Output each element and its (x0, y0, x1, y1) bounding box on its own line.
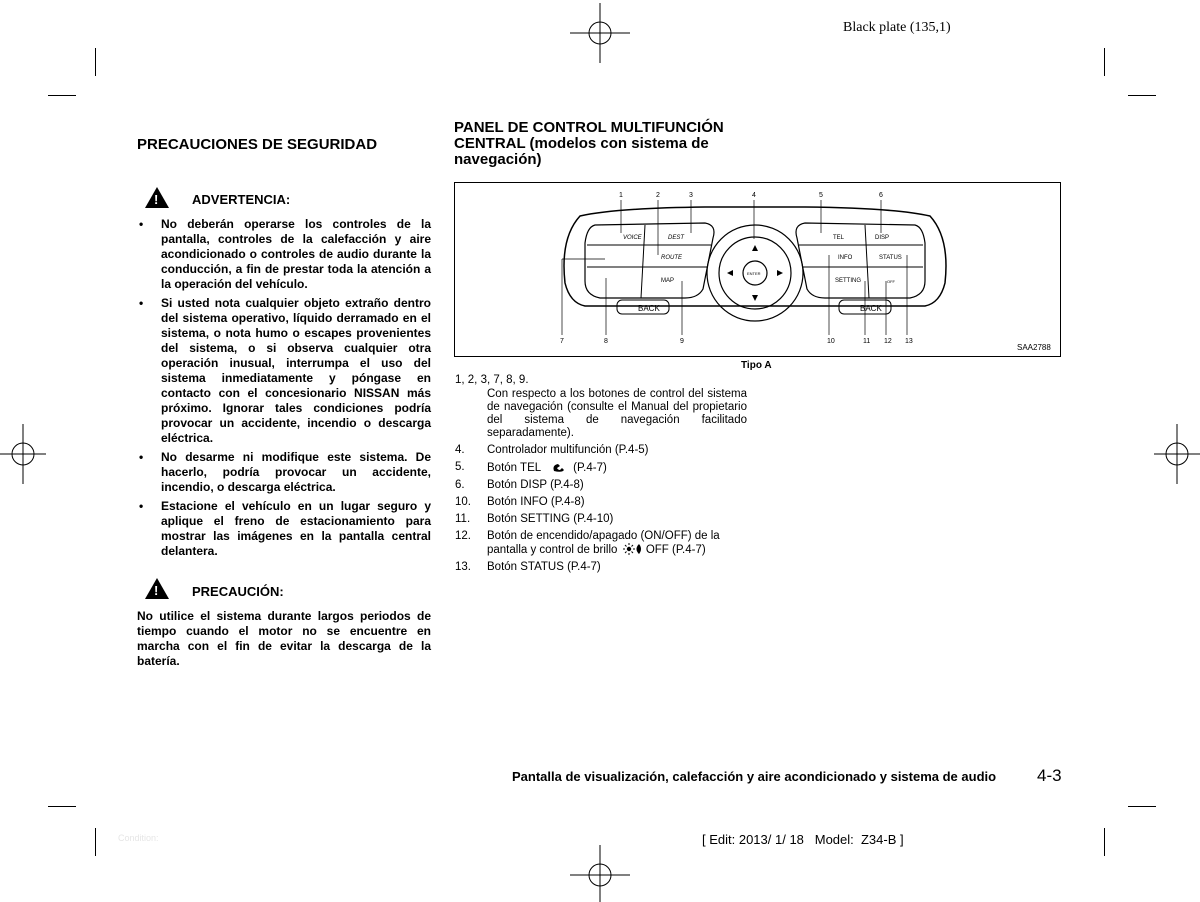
setting-button-label: SETTING (835, 278, 862, 284)
callout-number: 13 (905, 338, 913, 345)
list-text: Botón de encendido/apagado (ON/OFF) de la pantalla y control de brillo (487, 530, 720, 556)
callout-number: 5 (819, 192, 823, 199)
crop-mark (1128, 806, 1156, 807)
warning-triangle-icon: ! (145, 578, 169, 600)
panel-title-line2: CENTRAL (modelos con sistema de (454, 135, 709, 152)
callout-number: 9 (680, 338, 684, 345)
button-list (455, 374, 747, 578)
list-number: 13. (455, 561, 471, 573)
callout-number: 8 (604, 338, 608, 345)
warning-item: • Estacione el vehículo en un lugar seguro y aplique el freno de estacionamiento para mostrar las imágenes en la pantalla central delantera. (137, 499, 431, 559)
crop-mark (95, 828, 96, 856)
list-text-suffix: OFF (P.4-7) (645, 544, 706, 556)
crop-mark (1104, 828, 1105, 856)
warning-heading: ADVERTENCIA: (192, 192, 291, 207)
list-number: 11. (455, 513, 471, 525)
callout-number: 12 (884, 338, 892, 345)
list-number: 6. (455, 479, 465, 491)
list-number: 4. (455, 444, 465, 456)
list-text: Controlador multifunción (P.4-5) (487, 444, 649, 456)
back-button-label: BACK (860, 304, 882, 313)
edit-info: [ Edit: 2013/ 1/ 18 Model: Z34-B ] (702, 832, 904, 847)
crop-mark (48, 95, 76, 96)
list-item (455, 461, 747, 475)
list-item (455, 444, 747, 457)
registration-crosshair-icon (570, 3, 630, 63)
registration-crosshair-icon (570, 845, 630, 902)
disp-button-label: DISP (875, 235, 890, 241)
warning-item: • No deberán operarse los controles de la pantalla, controles de la calefacción y aire acondicionado o controles de audio durante la conducción, a fin de prestar toda la atención a la operación del vehículo. (137, 217, 431, 292)
list-item (455, 496, 747, 509)
callout-number: 6 (879, 192, 883, 199)
list-text: Botón INFO (P.4-8) (487, 496, 585, 508)
info-button-label: INFO (838, 255, 853, 261)
crop-mark (1128, 95, 1156, 96)
enter-button-label: ENTER (747, 271, 761, 276)
dest-button-label: DEST (668, 235, 685, 241)
tel-button-label: TEL (833, 235, 845, 241)
status-button-label: STATUS (879, 255, 902, 261)
callout-number: 7 (560, 338, 564, 345)
registration-crosshair-icon (0, 424, 46, 484)
list-item (455, 513, 747, 526)
caution-heading: PRECAUCIÓN: (192, 584, 284, 599)
list-text: Botón SETTING (P.4-10) (487, 513, 614, 525)
callout-number: 3 (689, 192, 693, 199)
callout-number: 10 (827, 338, 835, 345)
list-item (455, 530, 747, 557)
page-number: 4-3 (1037, 766, 1062, 785)
section-title: PRECAUCIONES DE SEGURIDAD (137, 136, 378, 153)
callout-number: 2 (656, 192, 660, 199)
list-item: 1, 2, 3, 7, 8, 9. (455, 374, 529, 386)
panel-title-line1: PANEL DE CONTROL MULTIFUNCIÓN (454, 119, 724, 136)
warning-triangle-icon: ! (145, 187, 169, 209)
list-item (455, 561, 747, 574)
list-number: 12. (455, 530, 471, 542)
list-text-suffix: (P.4-7) (573, 462, 607, 474)
list-number: 5. (455, 461, 465, 473)
voice-button-label: VOICE (623, 235, 642, 241)
crop-mark (95, 48, 96, 76)
plate-label: Black plate (135,1) (843, 20, 951, 35)
warning-item: • Si usted nota cualquier objeto extraño dentro del sistema operativo, líquido derramado en el sistema, o nota humo o escapes provenientes del sistema, o si observa cualquier otra operación inusual, interrumpa el uso del sistema inmediatamente y póngase en contacto con el concesionario NISSAN más próximo. Ignorar tales condiciones podría provocar un accidente, incendio o descarga eléctrica. (137, 296, 431, 446)
map-button-label: MAP (661, 278, 675, 284)
condition-label: Condition: (118, 833, 159, 843)
caution-text: No utilice el sistema durante largos periodos de tiempo cuando el motor no se encuentre en marcha con el fin de evitar la descarga de la batería. (137, 609, 431, 668)
panel-title-line3: navegación) (454, 151, 542, 168)
list-item (455, 479, 747, 492)
list-text: Botón STATUS (P.4-7) (487, 561, 601, 573)
warning-item: • No desarme ni modifique este sistema. De hacerlo, podría provocar un accidente, incendio, o descarga eléctrica. (137, 450, 431, 495)
footer-title: Pantalla de visualización, calefacción y aire acondicionado y sistema de audio (512, 769, 997, 784)
list-number: 10. (455, 496, 471, 508)
crop-mark (48, 806, 76, 807)
figure-caption: Tipo A (741, 360, 772, 371)
callout-number: 4 (752, 192, 756, 199)
phone-handset-icon (548, 461, 570, 473)
route-button-label: ROUTE (661, 255, 682, 261)
callout-number: 1 (619, 192, 623, 199)
list-text: Botón TEL (487, 462, 541, 474)
control-panel-figure (454, 182, 1061, 357)
brightness-icon (623, 543, 643, 555)
warning-list (137, 217, 431, 563)
control-panel-illustration (455, 183, 1059, 355)
figure-code: SAA2788 (1017, 343, 1051, 352)
back-button-label: BACK (638, 304, 660, 313)
callout-number: 11 (863, 338, 871, 345)
list-text: Botón DISP (P.4-8) (487, 479, 584, 491)
off-button-label: OFF (887, 279, 895, 284)
list-item: Con respecto a los botones de control del sistema de navegación (consulte el Manual del propietario del sistema de navegación facilitado separadamente). (487, 388, 747, 439)
crop-mark (1104, 48, 1105, 76)
registration-crosshair-icon (1154, 424, 1200, 484)
